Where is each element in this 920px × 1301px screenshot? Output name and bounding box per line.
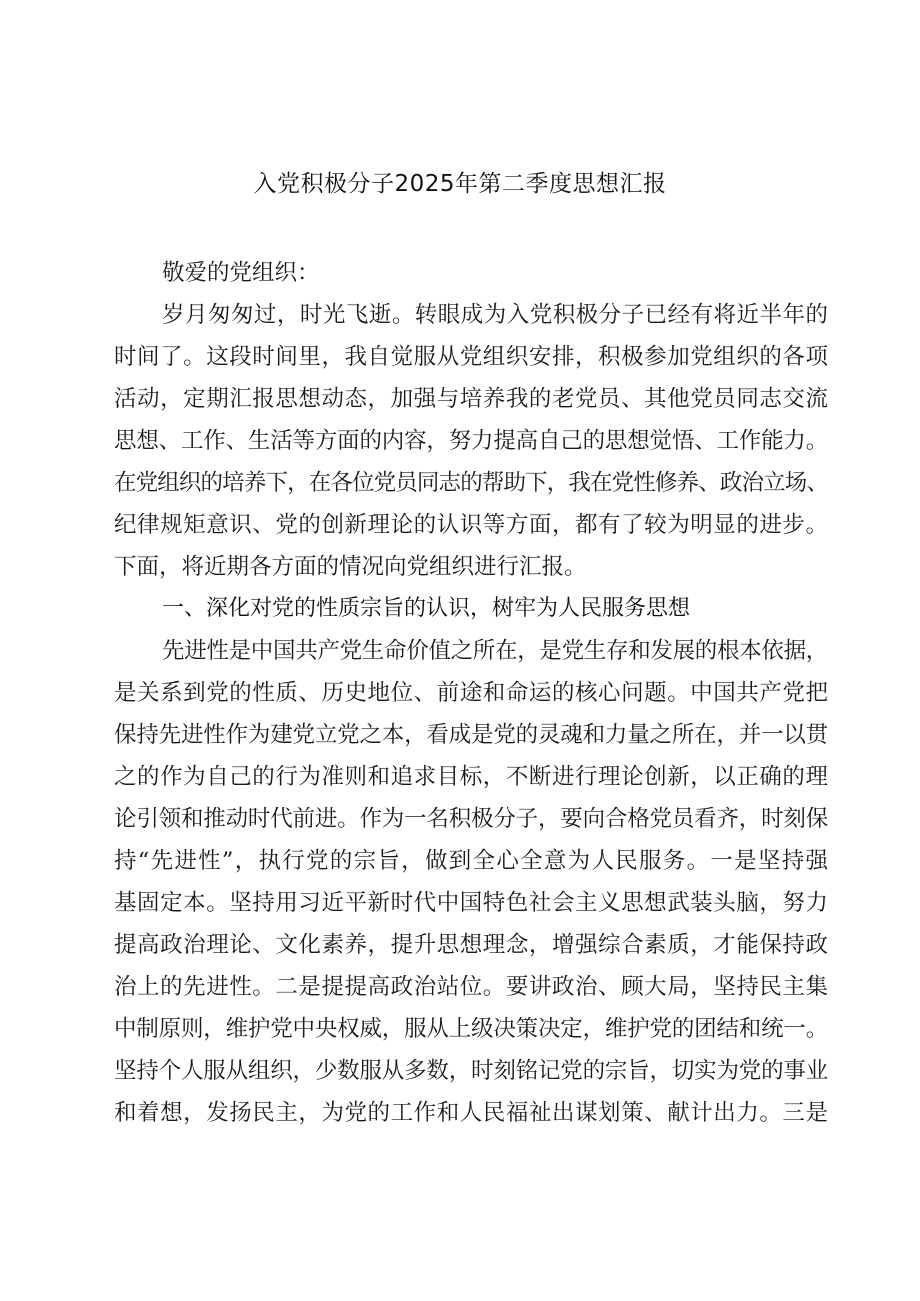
paragraph-line: 中制原则，维护党中央权威，服从上级决策决定，维护党的团结和统一。 (114, 1016, 828, 1042)
paragraph-line: 活动，定期汇报思想动态，加强与培养我的老党员、其他党员同志交流 (114, 386, 828, 412)
paragraph-line: 保持先进性作为建党立党之本，看成是党的灵魂和力量之所在，并一以贯 (114, 722, 828, 748)
paragraph-line: 基固定本。坚持用习近平新时代中国特色社会主义思想武装头脑，努力 (114, 890, 828, 916)
salutation: 敬爱的党组织： (162, 260, 320, 286)
section-heading: 一、深化对党的性质宗旨的认识，树牢为人民服务思想 (162, 596, 691, 621)
paragraph-line: 治上的先进性。二是提提高政治站位。要讲政治、顾大局，坚持民主集 (114, 974, 828, 1000)
paragraph-line: 之的作为自己的行为准则和追求目标，不断进行理论创新，以正确的理 (114, 764, 828, 790)
document-title: 入党积极分子2025年第二季度思想汇报 (253, 171, 667, 197)
paragraph-line: 先进性是中国共产党生命价值之所在，是党生存和发展的根本依据， (162, 638, 828, 664)
paragraph-line: 在党组织的培养下，在各位党员同志的帮助下，我在党性修养、政治立场、 (114, 470, 828, 496)
paragraph-line: 思想、工作、生活等方面的内容，努力提高自己的思想觉悟、工作能力。 (114, 428, 828, 454)
paragraph-line: 坚持个人服从组织，少数服从多数，时刻铭记党的宗旨，切实为党的事业 (114, 1058, 828, 1084)
paragraph-line: 提高政治理论、文化素养，提升思想理念，增强综合素质，才能保持政 (114, 932, 828, 958)
paragraph-line: 下面，将近期各方面的情况向党组织进行汇报。 (114, 554, 587, 580)
paragraph-line: 时间了。这段时间里，我自觉服从党组织安排，积极参加党组织的各项 (114, 344, 828, 370)
paragraph-line: 纪律规矩意识、党的创新理论的认识等方面，都有了较为明显的进步。 (114, 512, 828, 538)
document-body (114, 252, 828, 1134)
section-1-paragraph (114, 630, 828, 1134)
paragraph-line: 和着想，发扬民主，为党的工作和人民福祉出谋划策、献计出力。三是 (114, 1100, 828, 1126)
intro-paragraph (114, 294, 828, 588)
paragraph-line: 岁月匆匆过，时光飞逝。转眼成为入党积极分子已经有将近半年的 (162, 302, 828, 328)
paragraph-line: 持“先进性”，执行党的宗旨，做到全心全意为人民服务。一是坚持强 (114, 848, 828, 874)
paragraph-line: 论引领和推动时代前进。作为一名积极分子，要向合格党员看齐，时刻保 (114, 806, 828, 832)
paragraph-line: 是关系到党的性质、历史地位、前途和命运的核心问题。中国共产党把 (114, 680, 828, 706)
